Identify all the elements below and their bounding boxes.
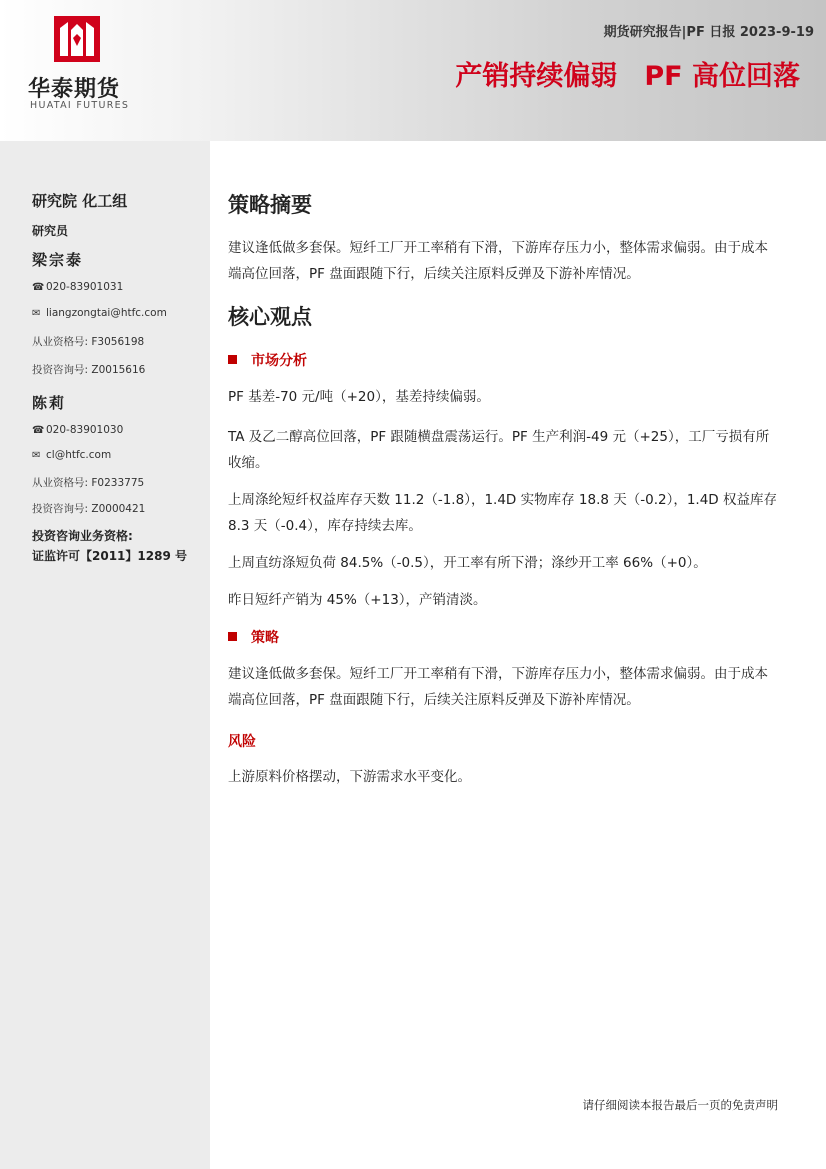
department: 研究院 化工组 bbox=[32, 192, 128, 210]
mail-icon: ✉ bbox=[32, 450, 41, 461]
phone-icon: ☎ bbox=[32, 425, 45, 436]
risk-heading: 风险 bbox=[228, 734, 256, 750]
disclaimer-note: 请仔细阅读本报告最后一页的免责声明 bbox=[582, 1098, 778, 1112]
qualification-license: 证监许可【2011】1289 号 bbox=[32, 549, 187, 563]
summary-heading: 策略摘要 bbox=[228, 193, 312, 217]
analyst-phone: ☎ 020-83901030 bbox=[32, 424, 124, 436]
market-paragraph: 上周直纺涤短负荷 84.5%（-0.5），开工率有所下滑；涤纱开工率 66%（+0）。 bbox=[228, 555, 707, 571]
analyst-license: 从业资格号: F0233775 bbox=[32, 477, 145, 489]
report-title: 产销持续偏弱 PF 高位回落 bbox=[455, 61, 800, 92]
analyst-email[interactable]: ✉ liangzongtai@htfc.com bbox=[32, 307, 167, 319]
huatai-logo-icon bbox=[54, 16, 100, 62]
market-paragraph: 昨日短纤产销为 45%（+13），产销清淡。 bbox=[228, 592, 487, 608]
analyst-license: 从业资格号: F3056198 bbox=[32, 336, 145, 348]
analyst-name: 陈莉 bbox=[32, 394, 67, 412]
market-paragraph: TA 及乙二醇高位回落，PF 跟随横盘震荡运行。PF 生产利润-49 元（+25），工厂亏损有所收缩。 bbox=[228, 429, 770, 471]
market-paragraph: 上周涤纶短纤权益库存天数 11.2（-1.8），1.4D 实物库存 18.8 天（-0.2），1.4D 权益库存 8.3 天（-0.4），库存持续去库。 bbox=[228, 492, 777, 534]
report-header bbox=[0, 0, 826, 141]
mail-icon: ✉ bbox=[32, 308, 41, 319]
strategy-heading: 策略 bbox=[228, 627, 279, 647]
brand-name-en: HUATAI FUTURES bbox=[30, 100, 130, 111]
analyst-sidebar bbox=[0, 141, 210, 1169]
summary-paragraph: 建议逢低做多套保。短纤工厂开工率稍有下滑，下游库存压力小，整体需求偏弱。由于成本端高位回落，PF 盘面跟随下行，后续关注原料反弹及下游补库情况。 bbox=[228, 240, 768, 282]
analyst-name: 梁宗泰 bbox=[32, 251, 84, 269]
analyst-phone: ☎ 020-83901031 bbox=[32, 281, 124, 293]
report-type-date: 期货研究报告|PF 日报 2023-9-19 bbox=[603, 25, 814, 40]
strategy-paragraph: 建议逢低做多套保。短纤工厂开工率稍有下滑，下游库存压力小，整体需求偏弱。由于成本端高位回落，PF 盘面跟随下行，后续关注原料反弹及下游补库情况。 bbox=[228, 666, 768, 708]
analyst-advisory: 投资咨询号: Z0015616 bbox=[32, 364, 146, 376]
core-views-heading: 核心观点 bbox=[228, 305, 312, 329]
market-paragraph: PF 基差-70 元/吨（+20），基差持续偏弱。 bbox=[228, 389, 490, 405]
role-label: 研究员 bbox=[32, 224, 69, 238]
brand-name-cn: 华泰期货 bbox=[28, 77, 121, 102]
square-bullet-icon bbox=[228, 355, 237, 364]
market-analysis-heading: 市场分析 bbox=[228, 350, 307, 370]
square-bullet-icon bbox=[228, 632, 237, 641]
risk-paragraph: 上游原料价格摆动，下游需求水平变化。 bbox=[228, 769, 471, 785]
phone-icon: ☎ bbox=[32, 282, 45, 293]
analyst-advisory: 投资咨询号: Z0000421 bbox=[32, 503, 146, 515]
qualification-title: 投资咨询业务资格: bbox=[32, 529, 133, 543]
analyst-email[interactable]: ✉ cl@htfc.com bbox=[32, 449, 112, 461]
